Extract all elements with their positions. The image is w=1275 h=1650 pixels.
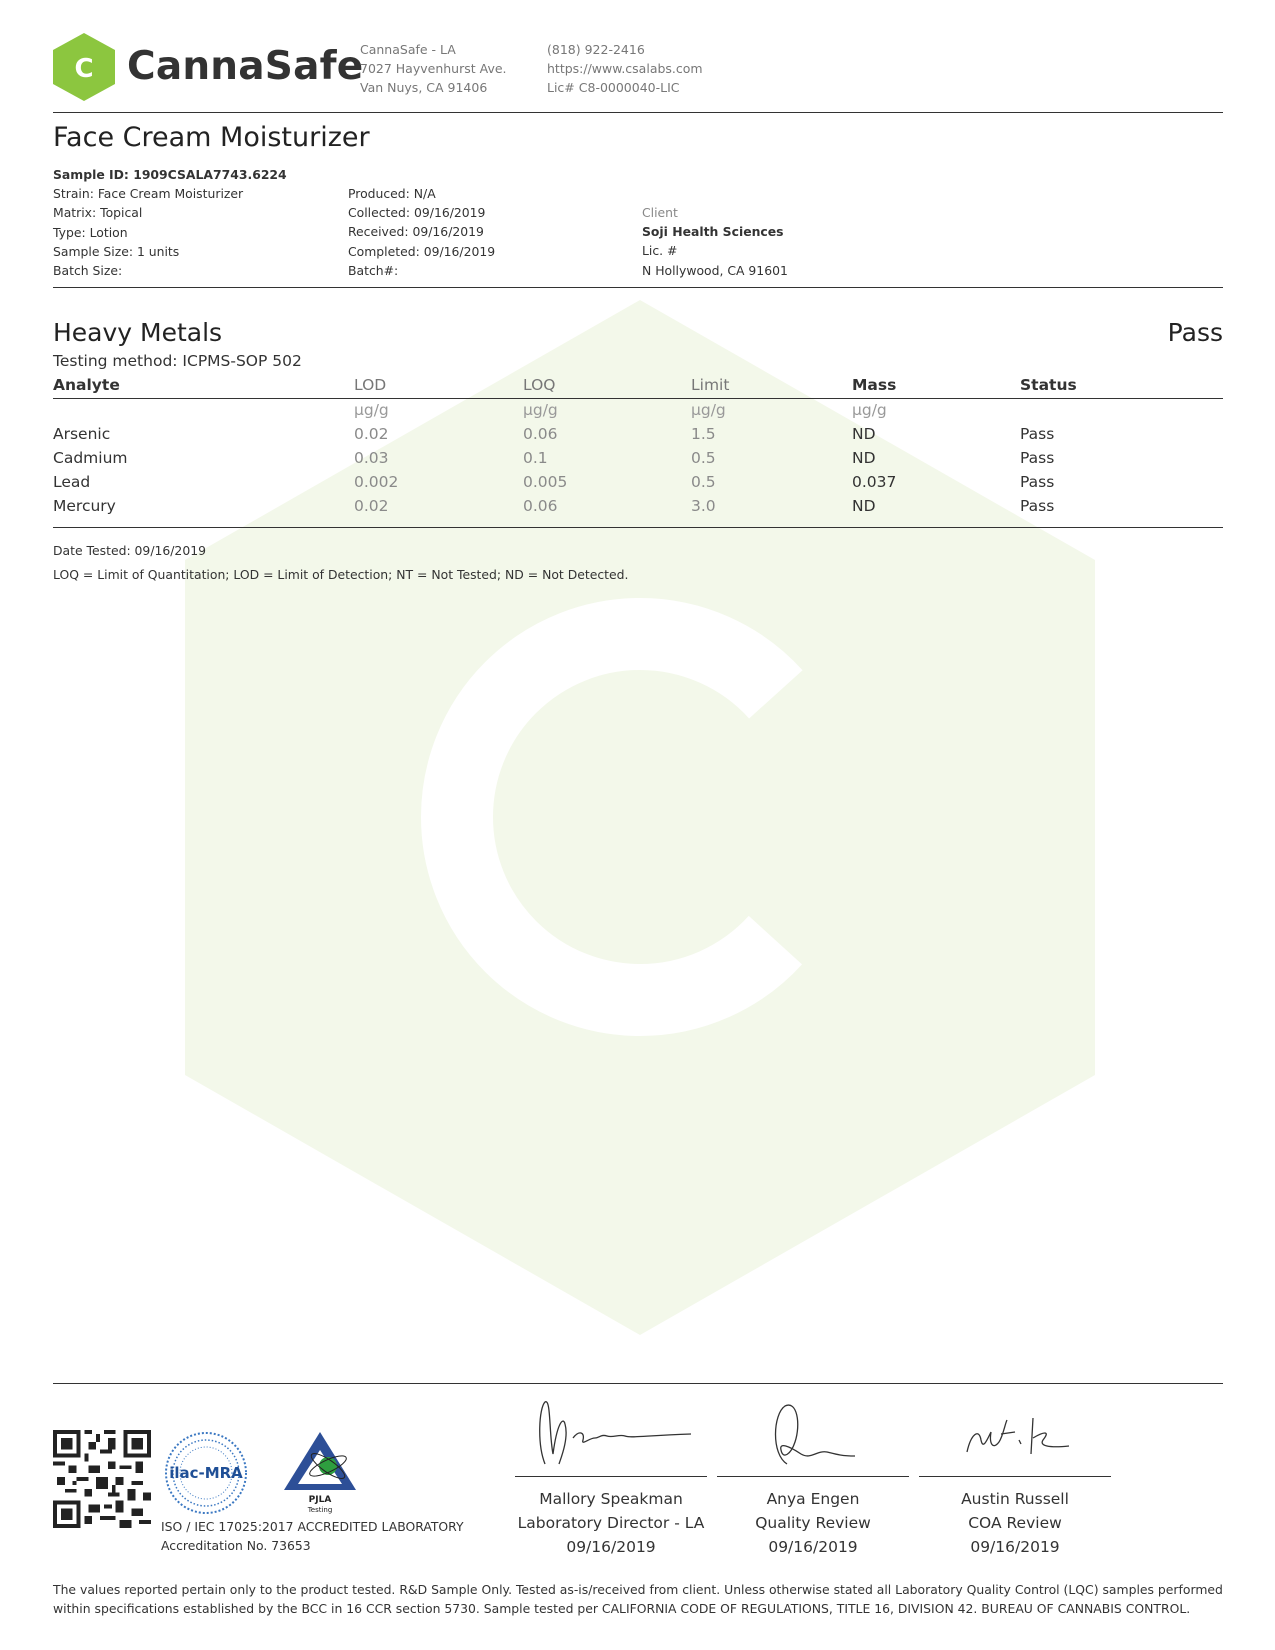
signatory-role: COA Review [968, 1514, 1062, 1532]
lab-name: CannaSafe - LA [360, 42, 456, 57]
sample-batch-number: Batch#: [348, 262, 399, 278]
column-header-analyte: Analyte [53, 376, 120, 394]
analyte-mass: 0.037 [852, 473, 897, 491]
lab-address-block [360, 40, 507, 97]
client-license: Lic. # [642, 243, 678, 259]
qr-code-icon[interactable] [53, 1430, 151, 1528]
signature-date: 09/16/2019 [768, 1538, 858, 1556]
analyte-mass: ND [852, 497, 876, 515]
analyte-limit: 3.0 [691, 497, 716, 515]
lab-address-line1: 7027 Hayvenhurst Ave. [360, 61, 507, 76]
sample-produced: Produced: N/A [348, 186, 436, 201]
pjla-logo-icon [282, 1428, 366, 1516]
unit-mass: µg/g [852, 401, 887, 419]
footer-divider [53, 1383, 1223, 1384]
info-divider [53, 287, 1223, 288]
signature-image [515, 1394, 707, 1472]
abbreviation-legend: LOQ = Limit of Quantitation; LOD = Limit of Detection; NT = Not Tested; ND = Not Detected. [53, 567, 629, 582]
analyte-loq: 0.005 [523, 473, 568, 491]
lab-website[interactable]: https://www.csalabs.com [547, 61, 703, 76]
unit-limit: µg/g [691, 401, 726, 419]
analyte-lod: 0.02 [354, 425, 389, 443]
signatory-role: Laboratory Director - LA [517, 1514, 705, 1532]
analyte-status: Pass [1020, 425, 1055, 443]
heavy-metals-result: Pass [1167, 318, 1223, 347]
sample-type: Type: Lotion [53, 224, 128, 240]
table-row [53, 423, 1223, 447]
analyte-name: Lead [53, 473, 91, 491]
column-header-limit: Limit [691, 376, 730, 394]
client-label: Client [642, 205, 678, 220]
sample-size: Sample Size: 1 units [53, 243, 180, 259]
analyte-status: Pass [1020, 473, 1055, 491]
signature-date: 09/16/2019 [566, 1538, 656, 1556]
signature-line [717, 1476, 909, 1477]
client-block [642, 203, 788, 280]
ilac-mra-logo-icon [163, 1430, 249, 1516]
client-address: N Hollywood, CA 91601 [642, 262, 788, 278]
analyte-lod: 0.02 [354, 497, 389, 515]
sample-matrix: Matrix: Topical [53, 205, 143, 221]
analyte-limit: 0.5 [691, 449, 716, 467]
table-units-row [53, 399, 1223, 423]
sample-title: Face Cream Moisturizer [53, 122, 370, 153]
signature-date: 09/16/2019 [970, 1538, 1060, 1556]
lab-license: Lic# C8-0000040-LIC [547, 80, 680, 95]
brand-name: CannaSafe [127, 44, 364, 89]
svg-text:Testing: Testing [307, 1506, 333, 1514]
sample-batch-size: Batch Size: [53, 263, 123, 279]
sample-strain: Strain: Face Cream Moisturizer [53, 186, 244, 202]
analyte-mass: ND [852, 425, 876, 443]
unit-loq: µg/g [523, 401, 558, 419]
analyte-name: Arsenic [53, 425, 111, 443]
analyte-loq: 0.06 [523, 497, 558, 515]
analyte-lod: 0.03 [354, 449, 389, 467]
analyte-limit: 1.5 [691, 425, 716, 443]
table-row [53, 447, 1223, 471]
signature-block-director [515, 1394, 707, 1559]
analyte-status: Pass [1020, 497, 1055, 515]
analyte-limit: 0.5 [691, 473, 716, 491]
signatory-name: Mallory Speakman [539, 1490, 683, 1508]
column-header-loq: LOQ [523, 376, 556, 394]
signature-image [717, 1394, 909, 1472]
analyte-status: Pass [1020, 449, 1055, 467]
lab-address-line2: Van Nuys, CA 91406 [360, 80, 488, 95]
column-header-mass: Mass [852, 376, 897, 394]
signature-block-quality [717, 1394, 909, 1559]
accreditation-line1: ISO / IEC 17025:2017 ACCREDITED LABORATORY [161, 1519, 464, 1534]
signatory-name: Austin Russell [961, 1490, 1069, 1508]
sample-details [53, 165, 287, 280]
signature-line [515, 1476, 707, 1477]
sample-id: Sample ID: 1909CSALA7743.6224 [53, 167, 287, 182]
table-bottom-divider [53, 527, 1223, 528]
header-divider [53, 112, 1223, 113]
lab-contact-block [547, 40, 703, 97]
svg-text:C: C [74, 54, 94, 84]
date-tested: Date Tested: 09/16/2019 [53, 543, 206, 558]
column-header-status: Status [1020, 376, 1077, 394]
testing-method: Testing method: ICPMS-SOP 502 [53, 352, 302, 370]
signature-image [919, 1394, 1111, 1472]
svg-text:ilac-MRA: ilac-MRA [169, 1464, 243, 1482]
heavy-metals-title: Heavy Metals [53, 318, 223, 347]
client-name: Soji Health Sciences [642, 224, 784, 240]
signature-block-coa [919, 1394, 1111, 1559]
analyte-name: Mercury [53, 497, 116, 515]
column-header-lod: LOD [354, 376, 387, 394]
accreditation-text [161, 1517, 464, 1555]
disclaimer-text: The values reported pertain only to the product tested. R&D Sample Only. Tested as-is/received from client. Unless otherwise stated all Laboratory Quality Control (LQC) samples performed within specifications established by the BCC in 16 CCR section 5730. Sample tested per CALIFORNIA CODE OF REGULATIONS, TITLE 16, DIVISION 42. BUREAU OF CANNABIS CONTROL. [53, 1582, 1223, 1616]
table-header-row [53, 374, 1223, 399]
svg-text:PJLA: PJLA [308, 1495, 332, 1505]
signatory-name: Anya Engen [766, 1490, 860, 1508]
analyte-name: Cadmium [53, 449, 128, 467]
table-row [53, 471, 1223, 495]
sample-collected: Collected: 09/16/2019 [348, 205, 486, 221]
analyte-mass: ND [852, 449, 876, 467]
accreditation-number: Accreditation No. 73653 [161, 1538, 311, 1553]
signature-line [919, 1476, 1111, 1477]
analyte-loq: 0.1 [523, 449, 548, 467]
unit-lod: µg/g [354, 401, 389, 419]
cannasafe-logo-icon [53, 33, 115, 101]
sample-dates [348, 184, 495, 280]
heavy-metals-table [53, 374, 1223, 519]
sample-received: Received: 09/16/2019 [348, 224, 484, 240]
sample-completed: Completed: 09/16/2019 [348, 243, 496, 259]
signatory-role: Quality Review [755, 1514, 871, 1532]
table-row [53, 495, 1223, 519]
analyte-loq: 0.06 [523, 425, 558, 443]
analyte-lod: 0.002 [354, 473, 399, 491]
lab-phone: (818) 922-2416 [547, 42, 645, 57]
